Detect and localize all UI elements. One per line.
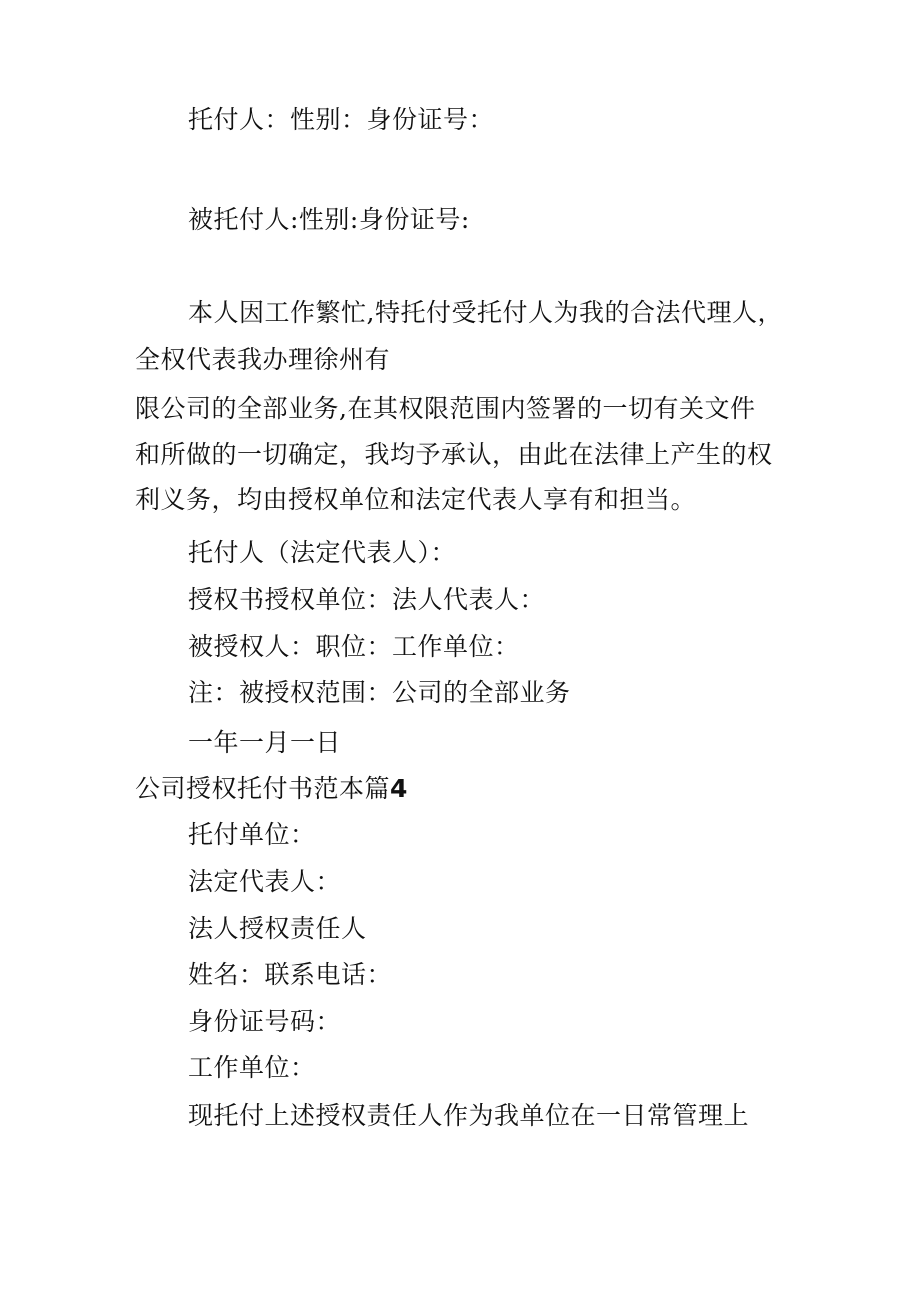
body-paragraph-line-1: 本人因工作繁忙,特托付受托付人为我的合法代理人，	[188, 298, 783, 327]
name-phone-line: 姓名：联系电话：	[188, 960, 393, 989]
work-unit-line: 工作单位：	[188, 1053, 316, 1082]
body-paragraph-line-2: 全权代表我办理徐州有	[135, 345, 391, 374]
agent-info-line: 被托付人:性别:身份证号:	[188, 205, 470, 234]
body-paragraph-line-4: 和所做的一切确定，我均予承认，由此在法律上产生的权	[135, 440, 773, 469]
date-line: 一年一月一日	[188, 728, 342, 757]
principal-info-line: 托付人：性别：身份证号：	[188, 105, 495, 134]
legal-representative-line: 法定代表人：	[188, 867, 342, 896]
entrusting-unit-line: 托付单位：	[188, 820, 316, 849]
id-number-line: 身份证号码：	[188, 1007, 342, 1036]
body-paragraph-line-3: 限公司的全部业务,在其权限范围内签署的一切有关文件	[135, 394, 756, 423]
principal-legal-rep-line: 托付人（法定代表人）：	[188, 538, 457, 567]
section-heading-text: 公司授权托付书范本篇	[135, 774, 391, 803]
section-number: 4	[390, 774, 408, 803]
authorized-responsible-person-line: 法人授权责任人	[188, 914, 367, 943]
scope-note-line: 注：被授权范围：公司的全部业务	[188, 678, 571, 707]
body-paragraph-line-5: 利义务，均由授权单位和法定代表人享有和担当。	[135, 485, 697, 514]
section-heading	[135, 774, 408, 804]
authorized-person-line: 被授权人：职位：工作单位：	[188, 632, 520, 661]
closing-paragraph-line: 现托付上述授权责任人作为我单位在一日常管理上	[188, 1101, 750, 1130]
authorizing-unit-line: 授权书授权单位：法人代表人：	[188, 585, 546, 614]
